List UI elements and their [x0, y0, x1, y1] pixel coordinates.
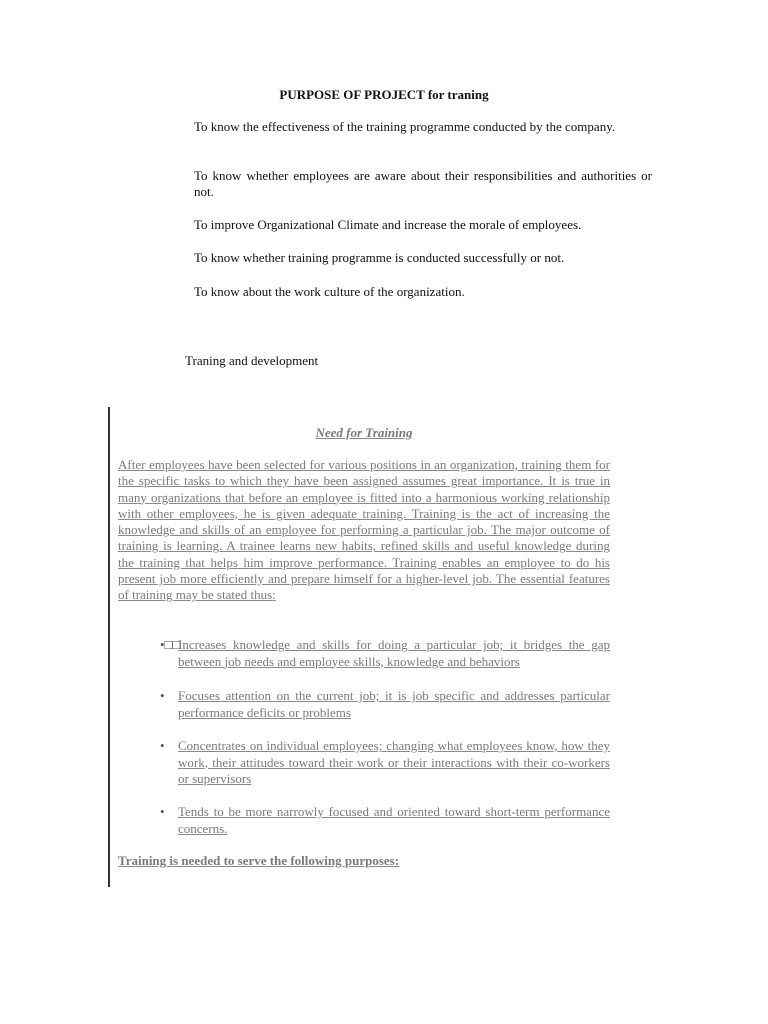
- feature-text: Increases knowledge and skills for doing a particular job; it bridges the gap between job needs and employee skills, knowledge and behaviors: [178, 637, 610, 669]
- bullet-icon: •□□: [160, 637, 181, 652]
- need-for-training-paragraph: After employees have been selected for various positions in an organization, training them for the specific tasks to which they have been assigned assumes great importance. It is true in many organizations that before an employee is fitted into a harmonious working relationship with other employees, he is given adequate training. Training is the act of increasing the knowledge and skills of an employee for performing a particular job. The major outcome of training is learning. A trainee learns new habits, refined skills and useful knowledge during the training that helps him improve performance. Training enables an employee to do his present job more efficiently and prepare himself for a higher-level job. The essential features of training may be stated thus:: [118, 457, 610, 603]
- training-purposes-heading: Training is needed to serve the following purposes:: [118, 853, 400, 868]
- bullet-icon: •: [160, 688, 165, 703]
- feature-text: Tends to be more narrowly focused and oriented toward short-term performance concerns.: [178, 804, 610, 836]
- purpose-item: To improve Organizational Climate and increase the morale of employees.: [194, 217, 582, 232]
- feature-bullet: [160, 738, 610, 788]
- page-title: PURPOSE OF PROJECT for traning: [279, 87, 489, 102]
- feature-bullet: [160, 688, 610, 721]
- need-for-training-title: Need for Training: [315, 425, 413, 440]
- bullet-icon: •: [160, 804, 165, 819]
- purpose-item: To know whether training programme is conducted successfully or not.: [194, 250, 565, 265]
- feature-text: Focuses attention on the current job; it is job specific and addresses particular performance deficits or problems: [178, 688, 610, 720]
- purpose-item: To know about the work culture of the organization.: [194, 284, 465, 299]
- purpose-item: To know the effectiveness of the training programme conducted by the company.: [194, 119, 616, 134]
- feature-bullet: [160, 804, 610, 837]
- section-heading: Traning and development: [185, 353, 319, 368]
- feature-bullet: [160, 637, 610, 670]
- bullet-icon: •: [160, 738, 165, 753]
- revision-change-bar: [108, 407, 110, 887]
- feature-text: Concentrates on individual employees; changing what employees know, how they work, their attitudes toward their work or their interactions with their co-workers or supervisors: [178, 738, 610, 786]
- purpose-item: To know whether employees are aware about their responsibilities and authorities or not.: [194, 168, 652, 199]
